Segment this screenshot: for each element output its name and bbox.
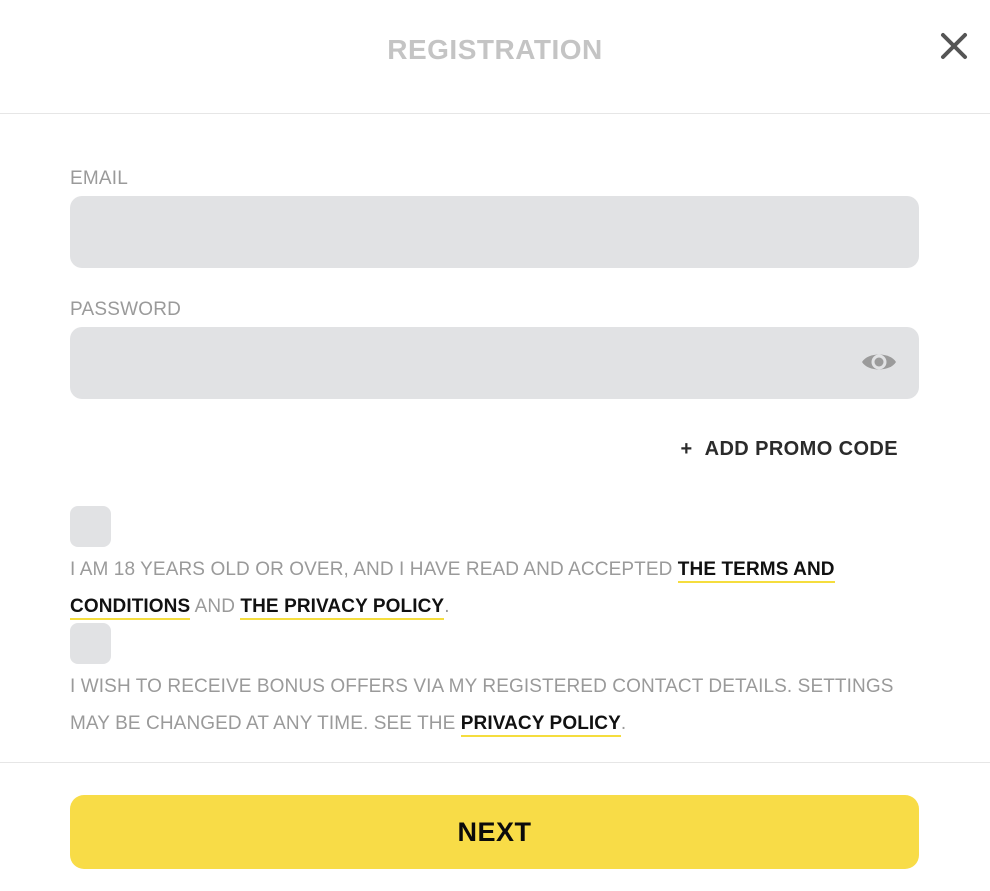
add-promo-code-label: ADD PROMO CODE (704, 438, 898, 460)
terms-text-end: . (444, 596, 450, 617)
bonus-text-before: I WISH TO RECEIVE BONUS OFFERS VIA MY REGISTERED CONTACT DETAILS. SETTINGS MAY BE CHANGED AT ANY TIME. SEE THE (70, 676, 894, 734)
email-label: EMAIL (70, 168, 129, 189)
terms-text-before: I AM 18 YEARS OLD OR OVER, AND I HAVE READ AND ACCEPTED (70, 559, 678, 580)
plus-icon: + (680, 438, 693, 460)
bonus-text-end: . (620, 713, 627, 734)
email-input[interactable] (70, 196, 919, 268)
terms-consent-text (70, 551, 920, 625)
bonus-privacy-policy-link[interactable]: PRIVACY POLICY (461, 713, 621, 737)
add-promo-code-link[interactable] (681, 438, 898, 461)
bonus-consent-text (70, 668, 920, 742)
age-terms-checkbox[interactable] (70, 506, 111, 547)
close-icon (940, 32, 968, 60)
next-button[interactable]: NEXT (70, 795, 919, 869)
terms-and-conditions-link[interactable]: THE TERMS AND CONDITIONS (70, 559, 835, 620)
modal-title: REGISTRATION (387, 34, 603, 65)
footer-divider (0, 762, 990, 763)
privacy-policy-link[interactable]: THE PRIVACY POLICY (240, 596, 444, 620)
modal-header (0, 0, 990, 114)
eye-icon (860, 349, 898, 375)
password-input[interactable] (70, 327, 919, 399)
bonus-offers-checkbox[interactable] (70, 623, 111, 664)
close-button[interactable] (934, 26, 974, 66)
show-password-button[interactable] (858, 344, 900, 380)
terms-text-and: AND (190, 596, 241, 617)
password-label: PASSWORD (70, 299, 182, 320)
